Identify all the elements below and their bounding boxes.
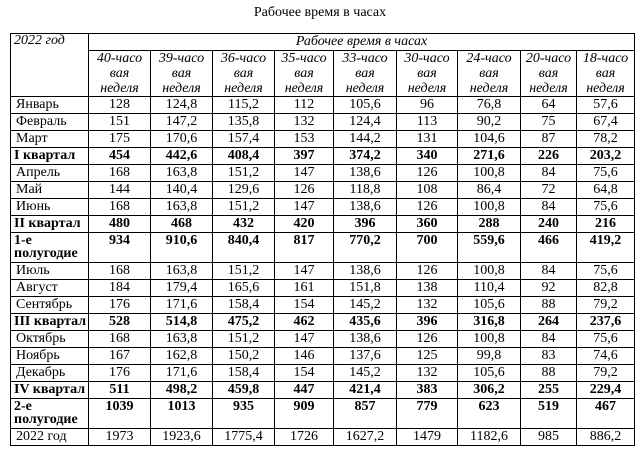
table-cell: 154 <box>275 297 334 314</box>
table-row <box>11 280 635 297</box>
table-cell: 126 <box>397 199 458 216</box>
table-cell: 108 <box>397 182 458 199</box>
table-cell: 840,4 <box>213 233 275 263</box>
table-cell: 75,6 <box>577 263 635 280</box>
column-header-line: неделя <box>284 81 324 96</box>
table-cell: 179,4 <box>151 280 213 297</box>
table-cell: 216 <box>577 216 635 233</box>
table-row <box>11 165 635 182</box>
table-cell: 1039 <box>89 399 151 429</box>
table-group-header: Рабочее время в часах <box>89 34 635 51</box>
table-cell: 396 <box>334 216 397 233</box>
table-cell: 421,4 <box>334 382 397 399</box>
table-row <box>11 182 635 199</box>
table-cell: 86,4 <box>458 182 521 199</box>
table-cell: 100,8 <box>458 199 521 216</box>
table-cell: 67,4 <box>577 114 635 131</box>
table-cell: 57,6 <box>577 97 635 114</box>
table-cell: 420 <box>275 216 334 233</box>
column-header <box>89 51 151 97</box>
row-label-line: 1-е <box>14 233 32 248</box>
table-cell: 138,6 <box>334 165 397 182</box>
table-cell: 176 <box>89 297 151 314</box>
page-title: Рабочее время в часах <box>253 5 387 20</box>
row-label: Март <box>11 131 89 148</box>
column-header <box>151 51 213 97</box>
table-cell: 462 <box>275 314 334 331</box>
table-cell: 151 <box>89 114 151 131</box>
column-header-line: вая <box>171 66 192 81</box>
table-cell: 125 <box>397 348 458 365</box>
table-cell: 985 <box>521 429 577 446</box>
table-cell: 105,6 <box>458 297 521 314</box>
table-cell: 126 <box>397 263 458 280</box>
table-cell: 184 <box>89 280 151 297</box>
row-label: I квартал <box>11 148 89 165</box>
table-cell: 105,6 <box>458 365 521 382</box>
table-cell: 383 <box>397 382 458 399</box>
table-cell: 112 <box>275 97 334 114</box>
table-cell: 129,6 <box>213 182 275 199</box>
table-cell: 79,2 <box>577 365 635 382</box>
table-cell: 124,8 <box>151 97 213 114</box>
table-cell: 1013 <box>151 399 213 429</box>
table-cell: 147 <box>275 263 334 280</box>
table-cell: 255 <box>521 382 577 399</box>
table-cell: 459,8 <box>213 382 275 399</box>
table-cell: 168 <box>89 165 151 182</box>
table-cell: 146 <box>275 348 334 365</box>
row-label: Сентябрь <box>11 297 89 314</box>
table-cell: 168 <box>89 263 151 280</box>
table-cell: 559,6 <box>458 233 521 263</box>
table-cell: 84 <box>521 331 577 348</box>
table-cell: 288 <box>458 216 521 233</box>
table-cell: 435,6 <box>334 314 397 331</box>
column-header-line: вая <box>355 66 375 81</box>
table-cell: 623 <box>458 399 521 429</box>
table-cell: 150,2 <box>213 348 275 365</box>
table-cell: 229,4 <box>577 382 635 399</box>
row-label: II квартал <box>11 216 89 233</box>
row-label: Май <box>11 182 89 199</box>
table-cell: 171,6 <box>151 297 213 314</box>
row-label <box>11 399 89 429</box>
table-row <box>11 314 635 331</box>
table-cell: 514,8 <box>151 314 213 331</box>
table-row <box>11 148 635 165</box>
table-cell: 857 <box>334 399 397 429</box>
table-row <box>11 348 635 365</box>
table-cell: 151,2 <box>213 165 275 182</box>
row-label: Ноябрь <box>11 348 89 365</box>
table-cell: 396 <box>397 314 458 331</box>
table-cell: 170,6 <box>151 131 213 148</box>
table-row <box>11 131 635 148</box>
table-cell: 162,8 <box>151 348 213 365</box>
table-cell: 75,6 <box>577 331 635 348</box>
table-cell: 511 <box>89 382 151 399</box>
table-cell: 75 <box>521 114 577 131</box>
table-cell: 151,2 <box>213 331 275 348</box>
column-header-line: 18-часо <box>582 51 629 66</box>
table-cell: 154 <box>275 365 334 382</box>
table-cell: 138,6 <box>334 331 397 348</box>
table-cell: 168 <box>89 199 151 216</box>
table-cell: 157,4 <box>213 131 275 148</box>
table-cell: 137,6 <box>334 348 397 365</box>
table-cell: 168 <box>89 331 151 348</box>
table-cell: 144 <box>89 182 151 199</box>
table-cell: 264 <box>521 314 577 331</box>
row-label-line: полугодие <box>14 412 78 427</box>
table-cell: 87 <box>521 131 577 148</box>
table-cell: 84 <box>521 199 577 216</box>
row-label-line: полугодие <box>14 246 78 261</box>
table-cell: 88 <box>521 365 577 382</box>
table-cell: 1973 <box>89 429 151 446</box>
table-cell: 886,2 <box>577 429 635 446</box>
table-cell: 90,2 <box>458 114 521 131</box>
table-cell: 151,8 <box>334 280 397 297</box>
table-cell: 110,4 <box>458 280 521 297</box>
table-row <box>11 114 635 131</box>
table-cell: 1479 <box>397 429 458 446</box>
column-header-line: вая <box>294 66 314 81</box>
row-label: Август <box>11 280 89 297</box>
table-cell: 158,4 <box>213 297 275 314</box>
table-cell: 151,2 <box>213 263 275 280</box>
table-cell: 147 <box>275 165 334 182</box>
row-label <box>11 233 89 263</box>
table-cell: 237,6 <box>577 314 635 331</box>
column-header-line: 39-часо <box>158 51 205 66</box>
table-cell: 75,6 <box>577 165 635 182</box>
table-cell: 128 <box>89 97 151 114</box>
column-header <box>397 51 458 97</box>
table-cell: 132 <box>397 365 458 382</box>
table-cell: 779 <box>397 399 458 429</box>
table-cell: 528 <box>89 314 151 331</box>
table-cell: 700 <box>397 233 458 263</box>
table-cell: 147,2 <box>151 114 213 131</box>
table-cell: 467 <box>577 399 635 429</box>
table-cell: 158,4 <box>213 365 275 382</box>
table-cell: 910,6 <box>151 233 213 263</box>
table-cell: 145,2 <box>334 297 397 314</box>
table-cell: 75,6 <box>577 199 635 216</box>
column-header-line: вая <box>538 66 559 81</box>
table-cell: 79,2 <box>577 297 635 314</box>
table-cell: 934 <box>89 233 151 263</box>
table-cell: 475,2 <box>213 314 275 331</box>
column-header-line: неделя <box>100 81 139 96</box>
table-cell: 126 <box>397 331 458 348</box>
column-header-line: вая <box>417 66 437 81</box>
column-header-line: 24-часо <box>466 51 512 66</box>
table-row <box>11 331 635 348</box>
table-cell: 138 <box>397 280 458 297</box>
table-corner-header: 2022 год <box>11 34 89 97</box>
table-cell: 374,2 <box>334 148 397 165</box>
column-header-line: вая <box>595 66 616 81</box>
table-cell: 153 <box>275 131 334 148</box>
column-header-line: неделя <box>469 81 509 96</box>
column-header-line: вая <box>479 66 499 81</box>
row-label: Апрель <box>11 165 89 182</box>
table-cell: 161 <box>275 280 334 297</box>
table-cell: 397 <box>275 148 334 165</box>
column-header-line: неделя <box>162 81 201 96</box>
table-cell: 1775,4 <box>213 429 275 446</box>
table-cell: 83 <box>521 348 577 365</box>
table-cell: 171,6 <box>151 365 213 382</box>
table-row <box>11 382 635 399</box>
column-header-line: неделя <box>224 81 263 96</box>
row-label: Июнь <box>11 199 89 216</box>
table-cell: 100,8 <box>458 331 521 348</box>
table-row <box>11 399 635 429</box>
table-cell: 466 <box>521 233 577 263</box>
column-header-line: 36-часо <box>220 51 267 66</box>
column-header-line: 30-часо <box>404 51 450 66</box>
table-cell: 135,8 <box>213 114 275 131</box>
table-cell: 64 <box>521 97 577 114</box>
table-cell: 147 <box>275 199 334 216</box>
table-cell: 132 <box>275 114 334 131</box>
table-cell: 140,4 <box>151 182 213 199</box>
table-cell: 163,8 <box>151 263 213 280</box>
row-label: IV квартал <box>11 382 89 399</box>
table-cell: 126 <box>275 182 334 199</box>
table-row <box>11 429 635 446</box>
table-cell: 1726 <box>275 429 334 446</box>
table-cell: 519 <box>521 399 577 429</box>
table-cell: 113 <box>397 114 458 131</box>
table-cell: 84 <box>521 165 577 182</box>
table-cell: 138,6 <box>334 199 397 216</box>
table-cell: 408,4 <box>213 148 275 165</box>
table-cell: 163,8 <box>151 331 213 348</box>
column-header-line: 35-часо <box>281 51 327 66</box>
table-cell: 1923,6 <box>151 429 213 446</box>
table-cell: 468 <box>151 216 213 233</box>
table-cell: 909 <box>275 399 334 429</box>
table-cell: 226 <box>521 148 577 165</box>
table-cell: 1182,6 <box>458 429 521 446</box>
table-cell: 132 <box>397 297 458 314</box>
table-cell: 360 <box>397 216 458 233</box>
table-cell: 100,8 <box>458 263 521 280</box>
table-cell: 100,8 <box>458 165 521 182</box>
column-header <box>213 51 275 97</box>
table-cell: 115,2 <box>213 97 275 114</box>
table-cell: 163,8 <box>151 165 213 182</box>
column-header-line: 33-часо <box>342 51 388 66</box>
table-cell: 175 <box>89 131 151 148</box>
table-cell: 72 <box>521 182 577 199</box>
table-cell: 271,6 <box>458 148 521 165</box>
table-cell: 88 <box>521 297 577 314</box>
table-cell: 105,6 <box>334 97 397 114</box>
row-label: Декабрь <box>11 365 89 382</box>
table-cell: 447 <box>275 382 334 399</box>
column-header-line: 20-часо <box>525 51 572 66</box>
table-cell: 817 <box>275 233 334 263</box>
table-cell: 165,6 <box>213 280 275 297</box>
table-cell: 124,4 <box>334 114 397 131</box>
table-cell: 454 <box>89 148 151 165</box>
column-header <box>577 51 635 97</box>
table-row <box>11 365 635 382</box>
table-cell: 131 <box>397 131 458 148</box>
row-label: Февраль <box>11 114 89 131</box>
table-cell: 935 <box>213 399 275 429</box>
table-row <box>11 199 635 216</box>
column-header-line: неделя <box>529 81 568 96</box>
table-cell: 82,8 <box>577 280 635 297</box>
table-cell: 240 <box>521 216 577 233</box>
table-row <box>11 216 635 233</box>
table-cell: 96 <box>397 97 458 114</box>
row-label: Октябрь <box>11 331 89 348</box>
table-cell: 78,2 <box>577 131 635 148</box>
table-cell: 419,2 <box>577 233 635 263</box>
table-cell: 126 <box>397 165 458 182</box>
column-header-line: неделя <box>345 81 385 96</box>
table-cell: 203,2 <box>577 148 635 165</box>
table-cell: 1627,2 <box>334 429 397 446</box>
table-cell: 92 <box>521 280 577 297</box>
table-cell: 340 <box>397 148 458 165</box>
column-header <box>521 51 577 97</box>
table-cell: 167 <box>89 348 151 365</box>
row-label: Июль <box>11 263 89 280</box>
table-cell: 163,8 <box>151 199 213 216</box>
table-cell: 770,2 <box>334 233 397 263</box>
table-cell: 76,8 <box>458 97 521 114</box>
table-cell: 316,8 <box>458 314 521 331</box>
table-row <box>11 233 635 263</box>
table-cell: 99,8 <box>458 348 521 365</box>
row-label: 2022 год <box>11 429 89 446</box>
table-cell: 64,8 <box>577 182 635 199</box>
row-label: Январь <box>11 97 89 114</box>
column-header <box>458 51 521 97</box>
row-label-line: 2-е <box>14 399 32 414</box>
row-label: III квартал <box>11 314 89 331</box>
table-cell: 306,2 <box>458 382 521 399</box>
table-cell: 74,6 <box>577 348 635 365</box>
table-cell: 144,2 <box>334 131 397 148</box>
working-hours-table <box>10 33 635 446</box>
table-cell: 176 <box>89 365 151 382</box>
table-cell: 432 <box>213 216 275 233</box>
column-header-line: вая <box>233 66 254 81</box>
table-cell: 498,2 <box>151 382 213 399</box>
table-cell: 118,8 <box>334 182 397 199</box>
table-row <box>11 263 635 280</box>
column-header-line: неделя <box>586 81 625 96</box>
table-cell: 104,6 <box>458 131 521 148</box>
table-cell: 145,2 <box>334 365 397 382</box>
column-header <box>334 51 397 97</box>
column-header <box>275 51 334 97</box>
table-row <box>11 297 635 314</box>
column-header-line: неделя <box>407 81 447 96</box>
table-row <box>11 97 635 114</box>
column-header-line: 40-часо <box>96 51 143 66</box>
table-cell: 442,6 <box>151 148 213 165</box>
column-header-line: вая <box>109 66 130 81</box>
table-cell: 151,2 <box>213 199 275 216</box>
table-cell: 147 <box>275 331 334 348</box>
table-cell: 84 <box>521 263 577 280</box>
table-cell: 138,6 <box>334 263 397 280</box>
table-cell: 480 <box>89 216 151 233</box>
